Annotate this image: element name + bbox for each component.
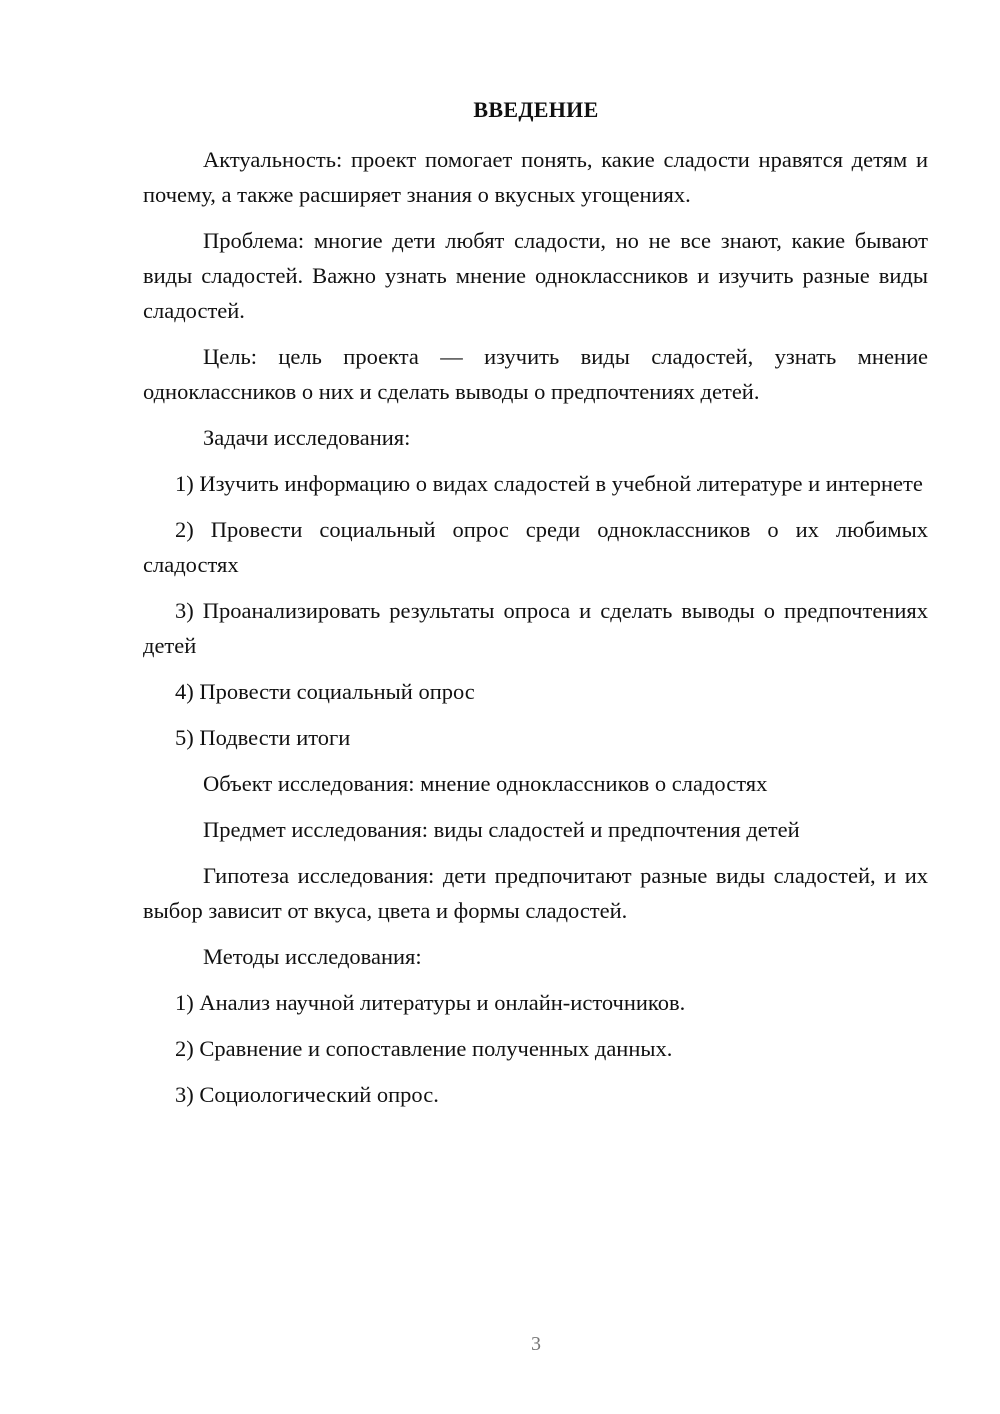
hypothesis-paragraph: Гипотеза исследования: дети предпочитают разные виды сладостей, и их выбор зависит от вкуса, цвета и формы сладостей. — [143, 863, 928, 923]
method-item-1: 1) Анализ научной литературы и онлайн-источников. — [175, 990, 686, 1015]
page-number: 3 — [531, 1333, 541, 1355]
task-item-5: 5) Подвести итоги — [175, 725, 351, 750]
method-item-2: 2) Сравнение и сопоставление полученных данных. — [175, 1036, 673, 1061]
method-item-3: 3) Социологический опрос. — [175, 1082, 439, 1107]
tasks-heading: Задачи исследования: — [203, 425, 411, 450]
task-item-1: 1) Изучить информацию о видах сладостей в учебной литературе и интернете — [175, 471, 923, 496]
task-item-2: 2) Провести социальный опрос среди одноклассников о их любимых сладостях — [143, 517, 928, 577]
task-item-4: 4) Провести социальный опрос — [175, 679, 475, 704]
relevance-paragraph: Актуальность: проект помогает понять, какие сладости нравятся детям и почему, а также расширяет знания о вкусных угощениях. — [143, 147, 928, 207]
object-paragraph: Объект исследования: мнение одноклассников о сладостях — [203, 771, 768, 796]
goal-paragraph: Цель: цель проекта — изучить виды сладостей, узнать мнение одноклассников о них и сделать выводы о предпочтениях детей. — [143, 344, 928, 404]
problem-paragraph: Проблема: многие дети любят сладости, но не все знают, какие бывают виды сладостей. Важно узнать мнение одноклассников и изучить разные виды сладостей. — [143, 228, 928, 323]
task-item-3: 3) Проанализировать результаты опроса и сделать выводы о предпочтениях детей — [143, 598, 928, 658]
page-title: ВВЕДЕНИЕ — [473, 97, 599, 122]
document-body — [143, 142, 928, 1123]
methods-heading: Методы исследования: — [203, 944, 422, 969]
subject-paragraph: Предмет исследования: виды сладостей и предпочтения детей — [203, 817, 800, 842]
